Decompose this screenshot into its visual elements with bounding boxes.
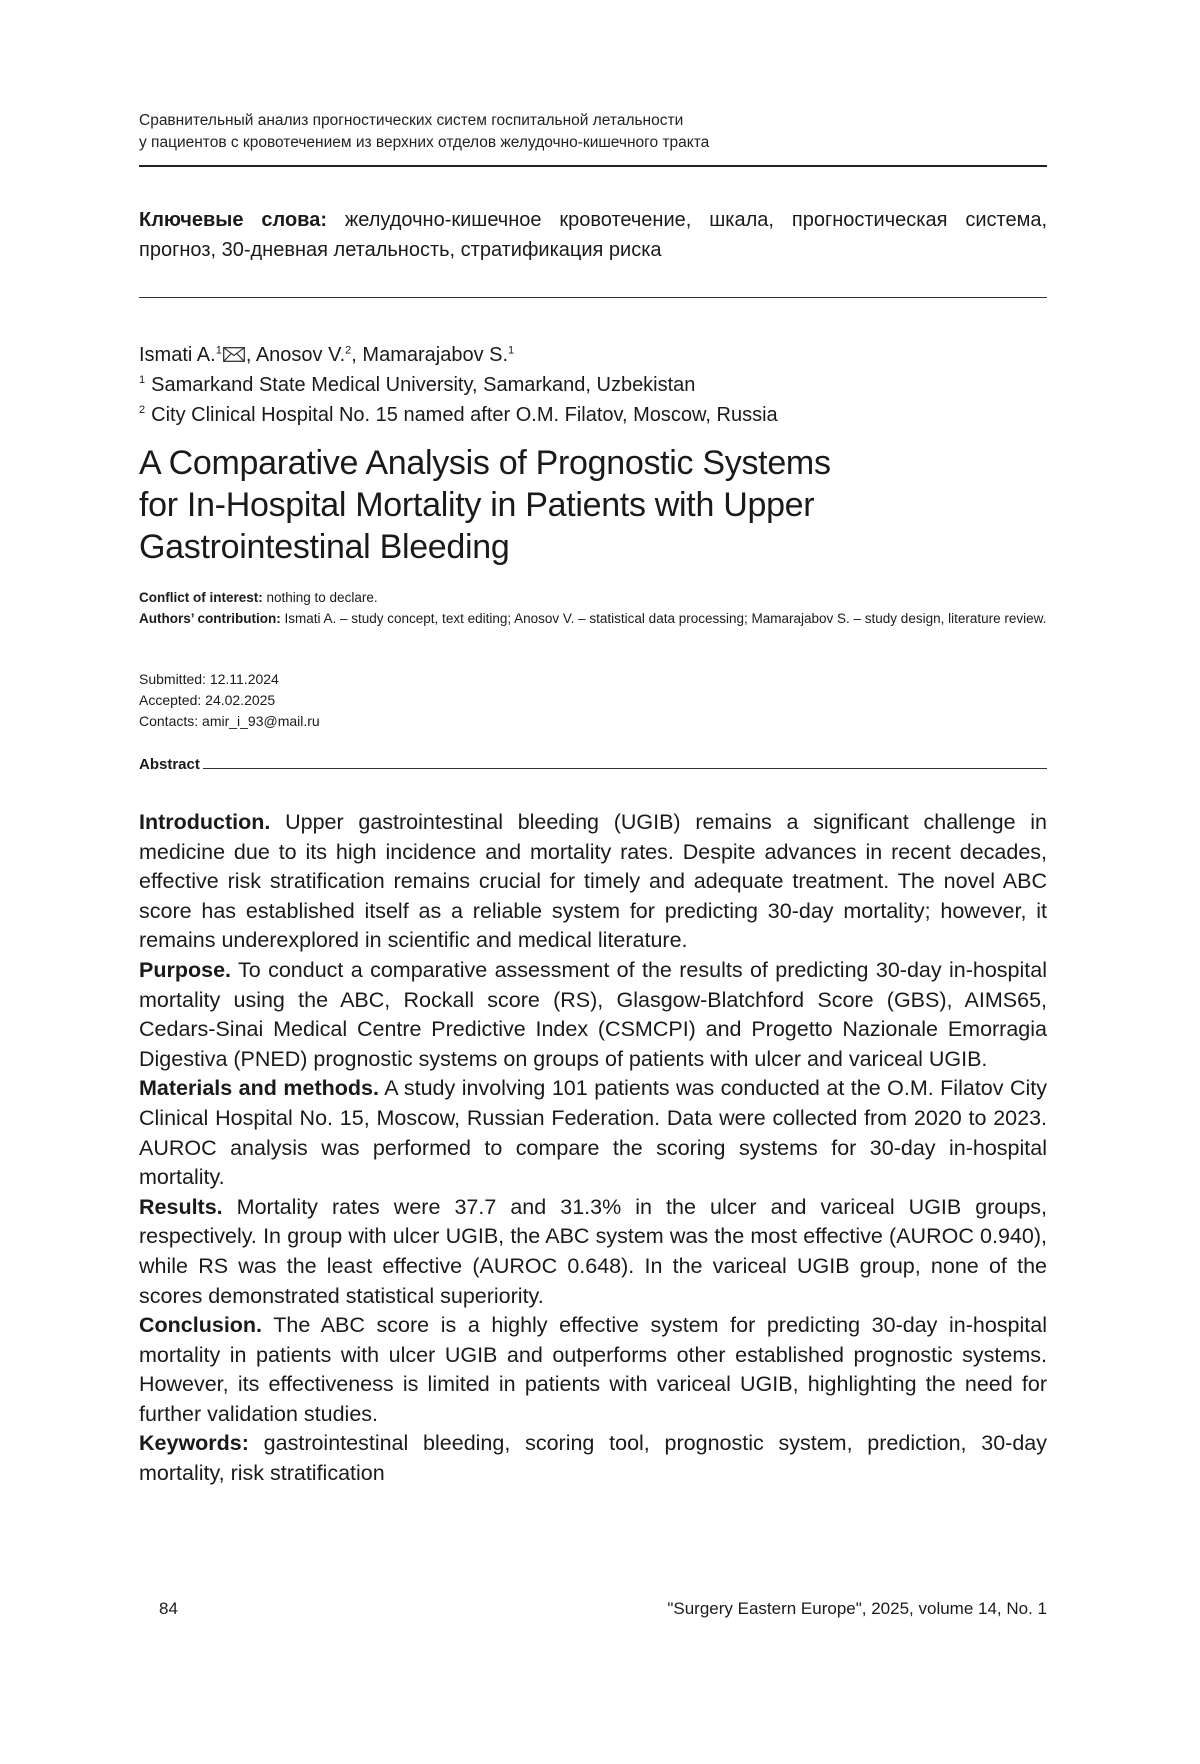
contacts[interactable]: Contacts: amir_i_93@mail.ru xyxy=(139,713,320,729)
abstract-conclusion xyxy=(139,1311,1047,1429)
conflict-text: nothing to declare. xyxy=(262,590,378,605)
abstract-results xyxy=(139,1193,1047,1311)
results-text: Mortality rates were 37.7 and 31.3% in the ulcer and variceal UGIB groups, respectively. In group with ulcer UGIB, the ABC system was the most effective (AUROC 0.940), while RS was the least effective (AUROC 0.648). In the variceal UGIB group, none of the scores demonstrated statistical superiority. xyxy=(139,1194,1047,1308)
conflict-label: Conflict of interest: xyxy=(139,590,263,605)
results-label: Results. xyxy=(139,1194,223,1219)
running-head-rule xyxy=(139,165,1047,167)
contribution-text: Ismati A. – study concept, text editing; Anosov V. – statistical data processing; Mamarajabov S. – study design, literature review. xyxy=(280,611,1047,626)
abstract-heading-label: Abstract xyxy=(139,756,200,773)
journal-citation: "Surgery Eastern Europe", 2025, volume 14, No. 1 xyxy=(667,1599,1047,1618)
author-1-affiliation: 1 xyxy=(215,344,222,357)
title-line-2: for In-Hospital Mortality in Patients with Upper xyxy=(139,486,815,524)
page-footer xyxy=(159,1598,1047,1620)
running-head xyxy=(139,110,1047,154)
keywords-divider xyxy=(139,297,1047,298)
author-list xyxy=(139,340,1047,370)
russian-keywords-label: Ключевые слова: xyxy=(139,209,327,231)
title-line-3: Gastrointestinal Bleeding xyxy=(139,528,510,566)
author-2-affiliation: 2 xyxy=(345,344,352,357)
abstract-body xyxy=(139,808,1047,1489)
methods-label: Materials and methods. xyxy=(139,1076,379,1101)
author-block xyxy=(139,340,1047,430)
author-3-name: , Mamarajabov S. xyxy=(351,344,509,366)
abstract-purpose xyxy=(139,956,1047,1074)
abstract-heading-rule xyxy=(203,768,1047,769)
accepted-date: Accepted: 24.02.2025 xyxy=(139,692,276,708)
abstract-heading xyxy=(139,756,1047,773)
affiliation-1-text: Samarkand State Medical University, Samarkand, Uzbekistan xyxy=(151,374,696,396)
title-line-1: A Comparative Analysis of Prognostic Systems xyxy=(139,444,831,482)
russian-keywords xyxy=(139,205,1047,265)
article-dates xyxy=(139,669,1047,732)
affiliation-2 xyxy=(139,400,1047,430)
running-head-line-1: Сравнительный анализ прогностических систем госпитальной летальности xyxy=(139,112,684,129)
introduction-label: Introduction. xyxy=(139,810,271,834)
affiliation-1 xyxy=(139,370,1047,400)
running-head-line-2: у пациентов с кровотечением из верхних отделов желудочно-кишечного тракта xyxy=(139,134,710,151)
introduction-text: Upper gastrointestinal bleeding (UGIB) remains a significant challenge in medicine due to its high incidence and mortality rates. Despite advances in recent decades, effective risk stratification remains crucial for timely and adequate treatment. The novel ABC score has established itself as a reliable system for predicting 30-day mortality; however, it remains underexplored in scientific and medical literature. xyxy=(139,810,1047,953)
envelope-icon[interactable] xyxy=(223,347,245,362)
keywords-text: gastrointestinal bleeding, scoring tool, prognostic system, prediction, 30-day mortality, risk stratification xyxy=(139,1431,1047,1486)
purpose-label: Purpose. xyxy=(139,957,231,982)
russian-keywords-text: желудочно-кишечное кровотечение, шкала, прогностическая система, прогноз, 30-дневная летальность, стратификация риска xyxy=(139,209,1047,261)
conclusion-label: Conclusion. xyxy=(139,1313,263,1338)
abstract-keywords xyxy=(139,1429,1047,1488)
contribution-label: Authors’ contribution: xyxy=(139,611,281,626)
affiliation-2-text: City Clinical Hospital No. 15 named after O.M. Filatov, Moscow, Russia xyxy=(151,404,778,426)
keywords-label: Keywords: xyxy=(139,1431,249,1456)
purpose-text: To conduct a comparative assessment of the results of predicting 30-day in-hospital mortality using the ABC, Rockall score (RS), Glasgow-Blatchford Score (GBS), AIMS65, Cedars-Sinai Medical Centre Predictive Index (CSMCPI) and Progetto Nazionale Emorragia Digestiva (PNED) prognostic systems on groups of patients with ulcer and variceal UGIB. xyxy=(139,957,1047,1071)
page-number: 84 xyxy=(159,1599,178,1618)
author-3-affiliation: 1 xyxy=(508,344,515,357)
methods-text: A study involving 101 patients was conducted at the O.M. Filatov City Clinical Hospital No. 15, Moscow, Russian Federation. Data were collected from 2020 to 2023. AUROC analysis was performed to compare the scoring systems for 30-day in-hospital mortality. xyxy=(139,1076,1047,1190)
authors-contribution xyxy=(139,608,1047,629)
abstract-methods xyxy=(139,1074,1047,1192)
affiliation-1-number: 1 xyxy=(139,374,146,387)
author-2-name: , Anosov V. xyxy=(245,344,346,366)
conclusion-text: The ABC score is a highly effective system for predicting 30-day in-hospital mortality in patients with ulcer UGIB and outperforms other established prognostic systems. However, its effectiveness is limited in patients with variceal UGIB, highlighting the need for further validation studies. xyxy=(139,1313,1047,1426)
submitted-date: Submitted: 12.11.2024 xyxy=(139,671,279,687)
author-1-name: Ismati A. xyxy=(139,344,216,366)
abstract-introduction xyxy=(139,808,1047,956)
article-title xyxy=(139,442,1047,568)
conflict-of-interest xyxy=(139,587,1047,608)
declarations xyxy=(139,587,1047,629)
affiliation-2-number: 2 xyxy=(139,404,146,417)
